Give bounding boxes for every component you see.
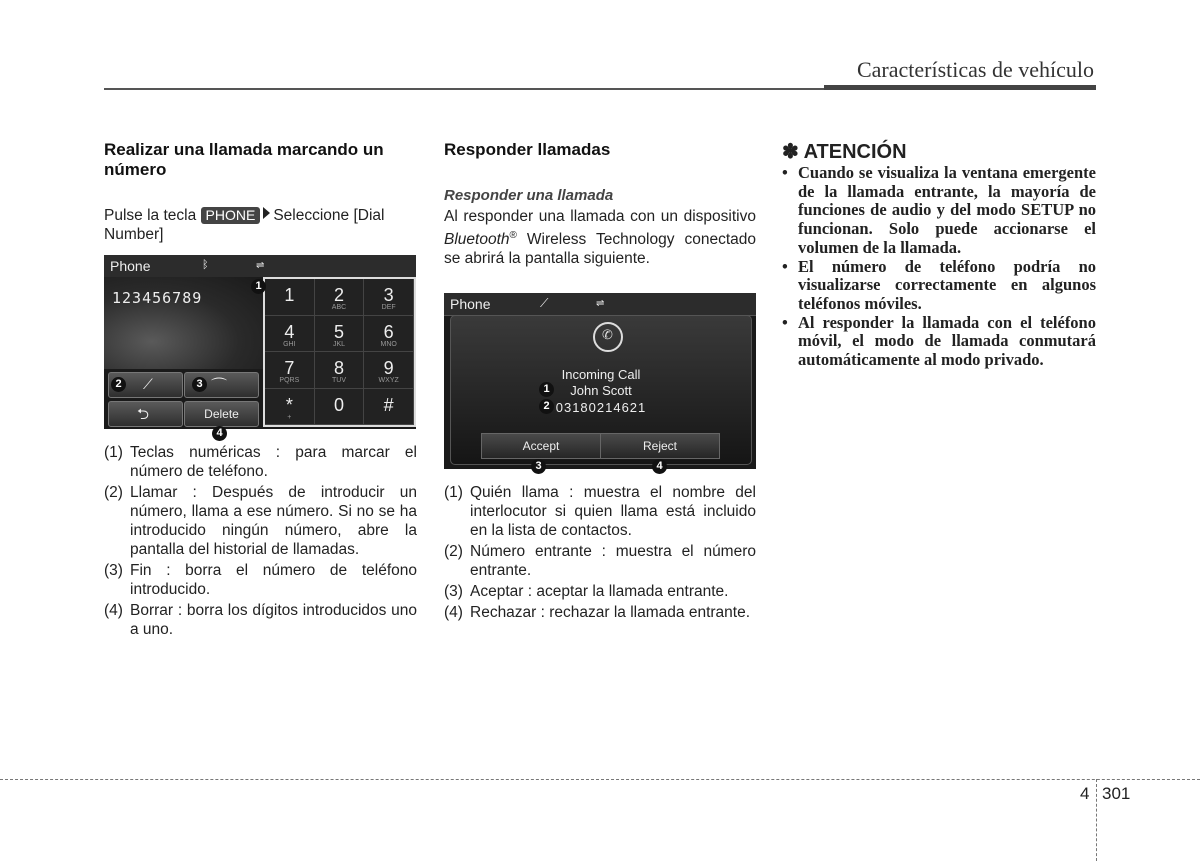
- dial-screen: [104, 255, 416, 429]
- running-header: Características de vehículo: [856, 57, 1094, 82]
- keypad-key[interactable]: [265, 316, 315, 353]
- attention-heading: ✽ ATENCIÓN: [782, 141, 907, 163]
- screen-title: Phone: [110, 258, 151, 274]
- callout-3: 3: [531, 459, 546, 474]
- bluetooth-icon: ᛒ: [202, 259, 209, 271]
- dial-intro-a: Pulse la tecla: [104, 207, 197, 224]
- key-digit: 0: [333, 394, 344, 415]
- key-letters: GHI: [283, 340, 296, 348]
- footer-divider: [1096, 779, 1097, 861]
- key-digit: 1: [284, 285, 295, 305]
- phone-icon: ✆: [593, 322, 623, 352]
- key-digit: 7: [284, 358, 295, 378]
- key-digit: 5: [333, 321, 344, 342]
- key-digit: 2: [333, 285, 344, 305]
- dial-intro-b: Seleccione [Dial Number]: [104, 207, 385, 243]
- usb-icon: ⇌: [596, 298, 605, 309]
- key-digit: #: [383, 394, 394, 415]
- back-arrow-icon: ⮌: [137, 406, 150, 423]
- handset-icon: ⟋: [540, 296, 549, 310]
- answer-legend-list: [444, 483, 756, 624]
- answer-heading: Responder llamadas: [444, 140, 611, 159]
- answer-para-a: Al responder una llamada con un dispositivo: [444, 208, 756, 225]
- list-item: (2) Número entrante : muestra el número entrante.: [444, 543, 756, 579]
- key-letters: TUV: [331, 377, 346, 384]
- key-letters: ABC: [331, 304, 347, 311]
- list-item: (2) Llamar : Después de introducir un número, llama a ese número. Si no se ha introducido ningún número, abre la pantalla del historial de llamadas.: [104, 484, 417, 558]
- numeric-keypad: [263, 277, 416, 427]
- handset-icon: ⟋: [143, 376, 153, 392]
- keypad-key[interactable]: [364, 389, 414, 426]
- attention-box: [782, 164, 1096, 370]
- key-digit: 4: [284, 321, 295, 342]
- callout-2: 2: [539, 399, 554, 414]
- answer-para-b: Wireless Technology conectado se abrirá la pantalla siguiente.: [444, 231, 756, 268]
- caller-name: John Scott: [570, 383, 632, 398]
- phone-key-label: PHONE: [201, 207, 261, 224]
- header-rule-accent: [824, 85, 1096, 90]
- list-item: (1) Teclas numéricas : para marcar el número de teléfono.: [104, 444, 417, 480]
- answer-subheading: Responder una llamada: [444, 187, 614, 204]
- keypad-key[interactable]: [364, 279, 414, 316]
- list-item: (3) Aceptar : aceptar la llamada entrante.: [444, 583, 729, 600]
- keypad-key[interactable]: [315, 352, 365, 389]
- screen-title: Phone: [450, 296, 491, 312]
- back-button[interactable]: [108, 401, 183, 427]
- key-letters: DEF: [381, 304, 396, 311]
- dial-intro: [104, 206, 417, 244]
- arrow-right-icon: [263, 207, 270, 219]
- callout-1: 1: [539, 382, 554, 397]
- reject-button[interactable]: Reject: [600, 433, 720, 459]
- bluetooth-word: Bluetooth: [444, 231, 510, 249]
- key-digit: 3: [383, 285, 394, 305]
- list-item: • Al responder la llamada con el teléfono móvil, el modo de llamada conmutará automáticamente al modo privado.: [782, 312, 1096, 370]
- delete-button[interactable]: Delete: [184, 401, 259, 427]
- footer-rule: [0, 779, 1200, 780]
- list-item: (4) Rechazar : rechazar la llamada entrante.: [444, 604, 751, 621]
- accept-button[interactable]: Accept: [481, 433, 601, 459]
- keypad-key[interactable]: [315, 316, 365, 353]
- keypad-key[interactable]: [364, 316, 414, 353]
- callout-4: 4: [212, 426, 227, 441]
- key-digit: *: [285, 394, 293, 415]
- list-item: (1) Quién llama : muestra el nombre del interlocutor si quien llama está incluido en la lista de contactos.: [444, 484, 756, 539]
- dial-legend-list: [104, 443, 417, 641]
- callout-3: 3: [192, 377, 207, 392]
- dialed-number: 123456789: [112, 289, 203, 307]
- registered-mark: ®: [509, 230, 517, 241]
- screen-status-bar: [444, 293, 756, 316]
- callout-2: 2: [111, 377, 126, 392]
- keypad-key[interactable]: [315, 389, 365, 426]
- section-number: 4: [1080, 784, 1090, 803]
- keypad-key[interactable]: [315, 279, 365, 316]
- usb-icon: ⇌: [256, 260, 265, 271]
- key-letters: MNO: [380, 340, 397, 348]
- key-letters: JKL: [332, 340, 346, 348]
- keypad-key[interactable]: [265, 352, 315, 389]
- page-number: 301: [1102, 784, 1131, 803]
- callout-4: 4: [652, 459, 667, 474]
- callout-1: 1: [251, 279, 266, 294]
- list-item: • Cuando se visualiza la ventana emergente de la llamada entrante, la mayoría de funciones de audio y del modo SETUP no funcionan. Solo puede accionarse el volumen de la llamada.: [782, 163, 1096, 257]
- key-letters: +: [287, 413, 292, 421]
- list-item: (4) Borrar : borra los dígitos introducidos uno a uno.: [104, 602, 417, 638]
- key-digit: 6: [383, 321, 394, 342]
- caller-number: 03180214621: [555, 400, 647, 415]
- hangup-icon: ⌒: [211, 378, 228, 395]
- keypad-key[interactable]: [265, 389, 315, 426]
- keypad-key[interactable]: [265, 279, 315, 316]
- incoming-call-screen: [444, 293, 756, 469]
- dial-heading: Realizar una llamada marcando un número: [104, 140, 384, 179]
- key-letters: PQRS: [279, 377, 300, 384]
- keypad-key[interactable]: [364, 352, 414, 389]
- screen-status-bar: [104, 255, 416, 278]
- list-item: (3) Fin : borra el número de teléfono introducido.: [104, 562, 417, 598]
- incoming-call-label: Incoming Call: [561, 367, 641, 382]
- answer-paragraph: [444, 207, 756, 268]
- key-digit: 9: [383, 358, 394, 378]
- key-digit: 8: [333, 358, 344, 378]
- list-item: • El número de teléfono podría no visualizarse correctamente en algunos teléfonos móviles.: [782, 256, 1096, 313]
- key-letters: WXYZ: [378, 377, 399, 384]
